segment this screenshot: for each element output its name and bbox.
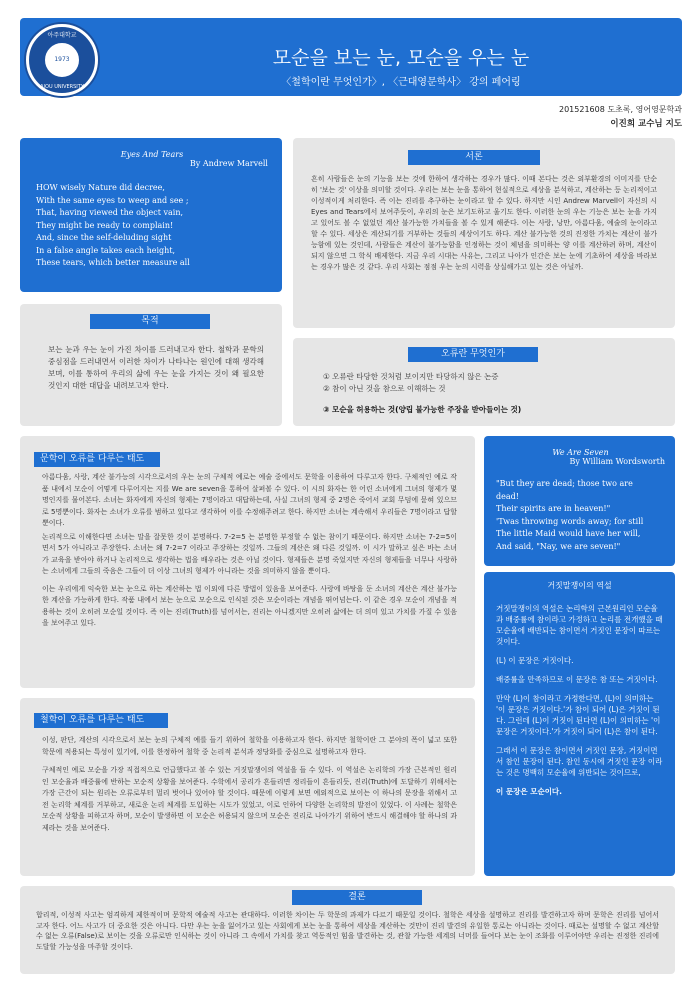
author-info xyxy=(559,103,682,131)
poem-line: These tears, which better measure all xyxy=(36,258,190,267)
purpose-text: 보는 눈과 우는 눈이 가진 차이를 드러내고자 한다. 철학과 문학의 중심점을 드러내면서 이러한 차이가 나타나는 원인에 대해 생각해 보며, 이를 통하여 우리의 삶에 우는 눈을 가지는 것이 왜 필요한 것인지 대한 대답을 내려보고자 한다. xyxy=(48,345,264,390)
paradox-paragraph: 그래서 이 문장은 참이면서 거짓인 문장, 거짓이면서 참인 문장이 된다. 참인 동시에 거짓인 문장 이라는 것은 명백히 모순율에 위반되는 것이므로, xyxy=(496,746,663,777)
advisor-name: 이진희 교수님 지도 xyxy=(610,119,682,129)
poster-header xyxy=(20,18,682,96)
poem-eyes-and-tears xyxy=(20,138,282,292)
philosophy-paragraph: 구체적인 예로 모순을 가장 직접적으로 언급했다고 볼 수 있는 거짓말쟁이의 역설을 들 수 있다. 이 역설은 논리학의 가장 근본적인 원리인 모순율과 배중률에 반하는 모순적 상황을 보여준다. 수학에서 공리가 흔들리면 정리들이 흔들리듯, 진리(Truth)에 도달하기 위해서는 가장 근간이 되는 원리는 오류로부터 멀리 벗어나 있어야 할 것이다. 때문에 이렇게 보면 예외적으로 보이는 이 하나의 문장을 위해서 고전 논리학 체계를 거부하고, 새로운 논리 체계를 도입하는 시도가 있었고, 이로 인하여 다양한 논리학의 발전이 있었다. 이 사례는 철학은 모순적 상황을 피하고자 하며, 모순이 발생하면 이 모순은 허용되지 않으며 모순은 진리로 나아가기 위하여 반드시 해결해야 할 하나의 과제라는 것을 보여준다. xyxy=(42,766,457,832)
logo-text-bottom: AJOU UNIVERSITY xyxy=(40,84,84,90)
literature-section xyxy=(20,436,475,688)
poem-author: By William Wordsworth xyxy=(569,457,665,466)
conclusion-text: 합리적, 이성적 사고는 엄격하게 제한적이며 문학적 예술적 사고는 관대하다. 이러한 차이는 두 학문의 과제가 다르기 때문일 것이다. 철학은 세상을 설명하고 진리를 발견하고자 하며 문학은 진리를 넘어서고자 한다. 어느 사고가 더 중요한 것은 아니다. 다만 우는 눈을 잃어가고 있는 사회에게 보는 눈을 통하여 세상을 계산하는 것만이 진리 발견의 유일한 통로는 아니라는 것이다. 때로는 설명할 수 없고 계산할 수 없는 오류(False)로 보이는 것을 오류로만 인식하는 것이 아니라 그 속에서 가치를 찾고 역동적인 힘을 발견하는 것, 관찰 가능한 세계의 너머를 들여다 보는 눈이 조화를 이루어야만 우리는 진정한 진리에 도달할 가능성을 마주할 것이다. xyxy=(36,911,659,951)
intro-heading: 서론 xyxy=(408,150,540,165)
conclusion-heading: 결론 xyxy=(292,890,422,905)
intro-section xyxy=(293,138,675,328)
poem-title: We Are Seven xyxy=(552,448,609,457)
poem-we-are-seven xyxy=(484,436,675,566)
university-logo xyxy=(26,24,98,96)
poster-subtitle: 〈철학이란 무엇인가〉, 〈근대영문학사〉 강의 페어링 xyxy=(281,77,521,88)
fallacy-item: ① 오류란 타당한 것처럼 보이지만 타당하지 않은 논증 xyxy=(323,372,499,381)
poem-line: "But they are dead; those two are xyxy=(496,479,633,488)
poem-line: The little Maid would have her will, xyxy=(496,529,641,538)
author-name: 201521608 도초록, 영어영문학과 xyxy=(559,105,682,114)
poem-line: That, having viewed the object vain, xyxy=(36,208,184,217)
poem-line: In a false angle takes each height, xyxy=(36,245,176,255)
philosophy-paragraph: 이성, 판단, 계산의 시각으로서 보는 눈의 구체적 예를 들기 위하여 철학을 이용하고자 한다. 하지만 철학이란 그 분야의 폭이 넓고 또한 학문에 적용되는 특성이 있기에, 이를 한정하여 철학 중 논리적 분석과 정당화를 중심으로 설명하고자 한다. xyxy=(42,736,457,756)
fallacy-heading: 오류란 무엇인가 xyxy=(408,347,538,362)
poem-line: Their spirits are in heaven!" xyxy=(496,504,611,513)
poem-line: HOW wisely Nature did decree, xyxy=(36,183,165,192)
logo-text-top: 아주대학교 xyxy=(47,32,77,39)
poem-line: And said, "Nay, we are seven!" xyxy=(496,541,621,551)
literature-paragraph: 논리적으로 이해한다면 소녀는 말을 잘못한 것이 분명하다. 7-2=5 는 분명한 부정할 수 없는 참이기 때문이다. 하지만 소녀는 7-2=5이면서 5가 아니라고 주장한다. 소녀는 왜 7-2=7 이라고 주장하는 것일까. 그들의 계산은 왜 다른 것일까. 이 시가 말하고 싶은 바는 소녀가 교육을 받아야 하거나 논리적으로 생각하는 법을 배우라는 것은 아닐 것이다. 형제들은 분명 죽었지만 자신의 형제들을 너무나 사랑하는 소녀에게 그들의 죽음은 그들이 더 이상 그녀의 형제가 아니라는 것을 의미하지 않을 뿐이다. xyxy=(42,532,457,575)
poem-line: dead! xyxy=(496,491,519,501)
paradox-conclusion: 이 문장은 모순이다. xyxy=(496,787,563,796)
poem-author: By Andrew Marvell xyxy=(189,159,268,168)
poster-title: 모순을 보는 눈, 모순을 우는 눈 xyxy=(272,47,530,69)
poem-line: With the same eyes to weep and see ; xyxy=(36,195,189,205)
fallacy-item: ② 참이 아닌 것을 참으로 이해하는 것 xyxy=(323,384,446,393)
paradox-paragraph: 만약 (L)이 참이라고 가정한다면, (L)이 의미하는 '이 문장은 거짓이다.'가 참이 되어 (L)은 거짓이 된다. 그런데 (L)이 거짓이 된다면 (L)이 의미하는 '이 문장은 거짓이다.'가 거짓이 되어 (L)은 참이 된다. xyxy=(496,694,661,736)
literature-heading: 문학이 오류를 다루는 태도 xyxy=(34,452,160,467)
logo-emblem xyxy=(43,41,81,79)
literature-paragraph: 이는 우리에게 익숙한 보는 눈으로 하는 계산하는 법 이외에 다른 방법이 있음을 보여준다. 사랑에 바탕을 둔 소녀의 계산은 계산 불가능한 계산을 가능하게 한다. 작품 내에서 보는 눈으로 모순으로 인식된 것은 모순이라는 개념을 뛰어넘는다. 이 같은 경우 모순이 개념을 적용하는 것이 오히려 모순일 것이다. 즉 이는 진리(Truth)를 넘어서는, 진리는 아니겠지만 오히려 삶에는 더 의미 있고 가치를 가질 수 있음을 보여주고 있다. xyxy=(42,584,457,627)
poem-title: Eyes And Tears xyxy=(120,150,184,159)
purpose-heading: 목적 xyxy=(90,314,210,329)
logo-year: 1973 xyxy=(54,56,70,63)
intro-text: 흔히 사람들은 눈의 기능을 보는 것에 한하여 생각하는 경우가 많다. 이때 본다는 것은 외부환경의 이미지를 단순히 '보는 것' 이상을 의미할 것이다. 우리는 보는 눈을 통하여 현실적으로 세상을 분석하고, 계산하는 등 논리적이고 이성적이게 처리한다. 즉 이는 진리를 추구하는 눈이라고 할 수 있다. 하지만 시인 Andrew Marvell이 자신의 시 Eyes and Tears에서 보여주듯이, 우리의 눈은 보기도하고 울기도 한다. 이러한 눈의 우는 기능은 보는 눈을 가지고 있어도 볼 수 없었던 계산 불가능한 가치들을 볼 수 있게 해준다. 이는 사랑, 낭만, 아름다움, 예술의 눈이라고 할 수 있다. 세상은 계산되기를 거부하는 것들의 세상이기도 하다. 계산 불가능한 것의 진정한 가치는 계산이 불가능함에 있는 것인데, 사람들은 계산이 불가능함을 인정하는 것이 체념을 의미하는 양 이를 계산하려 하며, 계산이 되지 않으면 그 학식 배제한다. 지금 우리 시대는 사유는, 그리고 나아가 인간은 보는 눈에 기초하여 세상을 바라보는 경우가 많은 것 같다. 우리 사회는 점점 우는 눈의 시력을 상실해가고 있는 것은 아닐까. xyxy=(311,175,657,271)
literature-paragraph: 아름다움, 사랑, 계산 불가능의 시각으로서의 우는 눈의 구체적 예로는 예술 중에서도 문학을 이용하여 다루고자 한다. 구체적인 예로 작품 내에서 모순이 어떻게 다루어지는 지를 We are seven을 통하여 살펴볼 수 있다. 이 시의 화자는 한 어린 소녀에게 그녀의 형제가 몇 명인지를 물어본다. 소녀는 화자에게 자신의 형제는 7명이라고 대답하는데, 사실 그녀의 형제 중 2명은 죽어서 교회 무덤에 묻혀 있으므로 5명뿐이다. 화자는 소녀가 오류를 범하고 있다고 생각하여 이를 수정해주려고 한다. 하지만 소녀는 계속해서 우리들은 7명이라고 답할 뿐이다. xyxy=(42,473,457,527)
poem-line: They might be ready to complain! xyxy=(36,220,174,230)
poem-line: And, since the self-deluding sight xyxy=(36,233,172,242)
paradox-paragraph: 거짓말쟁이의 역설은 논리학의 근본원리인 모순율과 배중률에 참이라고 가정하고 논리를 전개했을 때 모순율에 배반되는 참이면서 거짓인 문장이 따르는 것이다. xyxy=(496,604,663,646)
paradox-heading: 거짓말쟁이의 역설 xyxy=(547,581,612,590)
paradox-section xyxy=(484,572,675,876)
fallacy-item: ③ 모순을 허용하는 것(양립 불가능한 주장을 받아들이는 것) xyxy=(323,405,522,414)
paradox-paragraph: 배중률을 만족하므로 이 문장은 참 또는 거짓이다. xyxy=(496,675,658,684)
poem-line: 'Twas throwing words away; for still xyxy=(496,516,644,526)
philosophy-heading: 철학이 오류를 다루는 태도 xyxy=(34,713,168,728)
paradox-paragraph: (L) 이 문장은 거짓이다. xyxy=(496,656,574,665)
